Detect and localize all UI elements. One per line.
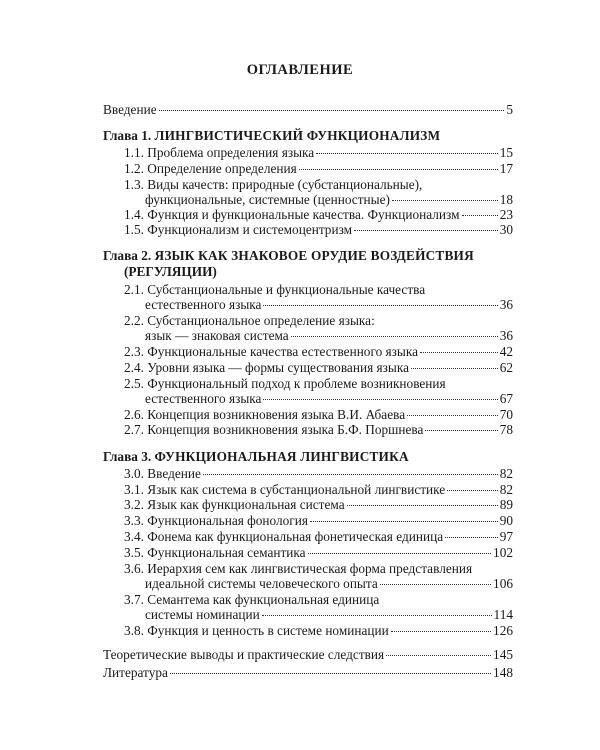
chapter-prefix: Глава 1. [103,128,152,143]
toc-entry-label: Введение [103,102,157,117]
chapter-prefix: Глава 3. [103,449,152,464]
leader-dots [159,109,505,111]
toc-entry-3-6[interactable] [145,576,513,592]
toc-entry-2-2-line1[interactable]: 2.2. Субстанциональное определение языка: [124,313,375,328]
toc-entry-literature[interactable] [103,665,513,681]
toc-page-number: 42 [499,344,513,359]
leader-dots [291,335,498,337]
toc-page-number: 36 [499,328,513,343]
toc-entry-label: Литература [103,665,168,680]
leader-dots [203,473,498,475]
toc-entry-3-8[interactable] [124,623,513,639]
leader-dots [411,367,498,369]
toc-entry-label: 3.8. Функция и ценность в системе номинации [124,623,389,638]
toc-page-number: 82 [499,466,513,481]
leader-dots [420,351,498,353]
chapter-title: ФУНКЦИОНАЛЬНАЯ ЛИНГВИСТИКА [154,449,409,464]
toc-entry-label: 3.4. Фонема как функциональная фонетическая единица [124,529,444,544]
leader-dots [386,654,491,656]
toc-entry-3-7[interactable] [145,607,513,623]
toc-entry-label: естественного языка [145,391,262,406]
toc-entry-3-5[interactable] [124,545,513,561]
leader-dots [380,583,491,585]
toc-entry-label: идеальной системы человеческого опыта [145,576,378,591]
toc-entry-label: 1.2. Определение определения [124,161,297,176]
chapter-2-heading[interactable] [103,247,474,264]
toc-entry-label: 3.0. Введение [124,466,201,481]
toc-entry-3-0[interactable] [124,466,513,482]
toc-entry-3-7-line1[interactable]: 3.7. Семантема как функциональная единица [124,592,380,607]
leader-dots [263,398,497,400]
chapter-title: ЛИНГВИСТИЧЕСКИЙ ФУНКЦИОНАЛИЗМ [154,128,441,143]
toc-page-number: 102 [493,545,513,560]
toc-entry-label: естественного языка [145,297,262,312]
toc-entry-3-2[interactable] [124,497,513,513]
toc-entry-label: 1.5. Функционализм и системоцентризм [124,222,353,237]
toc-entry-2-3[interactable] [124,344,513,360]
chapter-1-heading[interactable] [103,127,440,144]
leader-dots [316,152,498,154]
toc-entry-2-2[interactable] [145,328,513,344]
leader-dots [354,229,498,231]
toc-page-number: 18 [499,192,513,207]
toc-entry-label: язык — знаковая система [145,328,289,343]
toc-entry-label: 3.3. Функциональная фонология [124,513,308,528]
toc-entry-1-5[interactable] [124,222,513,238]
toc-page-number: 30 [499,222,513,237]
toc-page-number: 17 [499,161,513,176]
toc-entry-1-3[interactable] [145,192,513,208]
toc-entry-label: функциональные, системные (ценностные) [145,192,390,207]
chapter-prefix: Глава 2. [103,248,152,263]
leader-dots [262,614,492,616]
leader-dots [407,414,498,416]
toc-page-number: 78 [499,422,513,437]
toc-page-number: 62 [499,360,513,375]
leader-dots [462,214,498,216]
toc-page-number: 126 [493,623,513,638]
toc-page-number: 106 [493,576,513,591]
toc-entry-2-6[interactable] [124,407,513,423]
toc-entry-2-1[interactable] [145,297,513,313]
toc-entry-2-1-line1[interactable]: 2.1. Субстанциональные и функциональные качества [124,282,426,297]
leader-dots [445,536,498,538]
toc-page-number: 70 [499,407,513,422]
toc-entry-label: 2.3. Функциональные качества естественного языка [124,344,419,359]
leader-dots [425,429,497,431]
toc-page-number: 67 [499,391,513,406]
toc-entry-intro[interactable] [103,102,513,118]
toc-entry-label: 1.4. Функция и функциональные качества. Функционализм [124,207,460,222]
toc-page-number: 82 [499,482,513,497]
toc-page-number: 36 [499,297,513,312]
toc-entry-conclusions[interactable] [103,647,513,663]
toc-entry-label: 2.6. Концепция возникновения языка В.И. Абаева [124,407,406,422]
toc-page-number: 90 [499,513,513,528]
toc-entry-label: системы номинации [145,607,260,622]
toc-page-number: 97 [499,529,513,544]
toc-entry-2-5-line1[interactable]: 2.5. Функциональный подход к проблеме возникновения [124,376,446,391]
leader-dots [347,504,498,506]
chapter-title: ЯЗЫК КАК ЗНАКОВОЕ ОРУДИЕ ВОЗДЕЙСТВИЯ [154,248,474,263]
toc-page-number: 114 [493,607,513,622]
leader-dots [308,552,491,554]
toc-entry-label: 2.7. Концепция возникновения языка Б.Ф. Поршнева [124,422,424,437]
chapter-3-heading[interactable] [103,448,409,465]
toc-entry-label: 3.5. Функциональная семантика [124,545,306,560]
toc-entry-3-4[interactable] [124,529,513,545]
toc-entry-1-2[interactable] [124,161,513,177]
toc-entry-1-1[interactable] [124,145,513,161]
leader-dots [310,520,498,522]
toc-entry-label: Теоретические выводы и практические следствия [103,647,385,662]
leader-dots [263,304,497,306]
page-title: ОГЛАВЛЕНИЕ [246,62,354,78]
toc-page-number: 145 [493,647,513,662]
toc-entry-3-1[interactable] [124,482,513,498]
toc-entry-label: 2.4. Уровни языка — формы существования языка [124,360,409,375]
leader-dots [447,489,498,491]
toc-entry-label: 1.1. Проблема определения языка [124,145,315,160]
toc-entry-2-7[interactable] [124,422,513,438]
toc-page-number: 148 [493,665,513,680]
toc-entry-2-5[interactable] [145,391,513,407]
toc-entry-1-4[interactable] [124,207,513,223]
toc-entry-3-3[interactable] [124,513,513,529]
toc-entry-label: 3.1. Язык как система в субстанциональной лингвистике [124,482,446,497]
toc-page-number: 5 [506,102,513,117]
toc-entry-1-3-line1[interactable]: 1.3. Виды качеств: природные (субстанциональные), [124,177,423,192]
leader-dots [391,630,491,632]
toc-page-number: 89 [499,497,513,512]
leader-dots [299,168,498,170]
toc-entry-3-6-line1[interactable]: 3.6. Иерархия сем как лингвистическая форма представления [124,561,473,576]
chapter-2-heading-line2: (РЕГУЛЯЦИИ) [124,264,217,279]
toc-page-number: 15 [499,145,513,160]
leader-dots [392,199,498,201]
toc-entry-label: 3.2. Язык как функциональная система [124,497,345,512]
leader-dots [170,672,491,674]
toc-entry-2-4[interactable] [124,360,513,376]
toc-page-number: 23 [499,207,513,222]
